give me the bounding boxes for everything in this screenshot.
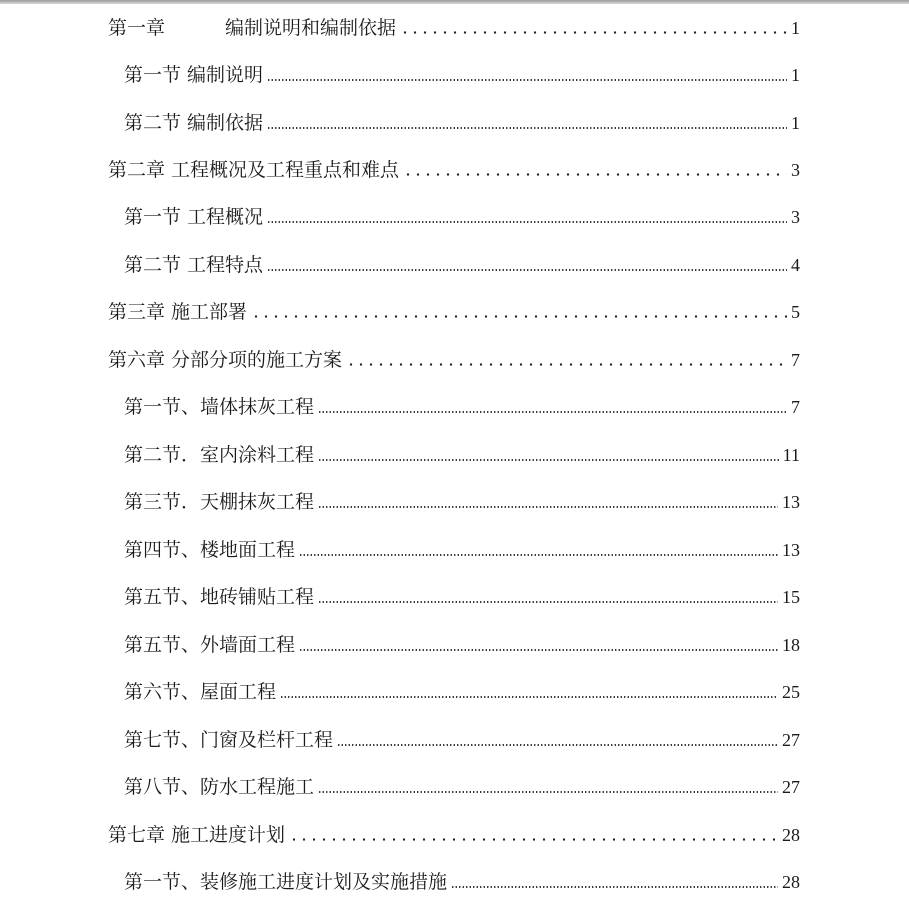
toc-page-number: 27 xyxy=(782,730,800,750)
toc-page-number: 25 xyxy=(782,682,800,702)
toc-entry-chapter[interactable] xyxy=(108,298,800,326)
toc-page-number: 18 xyxy=(782,635,800,655)
toc-entry-section[interactable] xyxy=(124,868,800,896)
toc-leader xyxy=(403,173,787,176)
toc-entry-section[interactable] xyxy=(124,488,800,516)
toc-entry-section[interactable] xyxy=(124,726,800,754)
toc-entry-label: 第一节、装修施工进度计划及实施措施 xyxy=(124,871,448,893)
toc-page-number: 28 xyxy=(782,872,800,892)
toc-page-number: 1 xyxy=(791,113,800,133)
toc-page-number: 3 xyxy=(791,207,800,227)
toc-page-number: 11 xyxy=(782,445,800,465)
toc-leader xyxy=(267,127,787,129)
toc-entry-label: 第二节 工程特点 xyxy=(124,254,264,276)
toc-entry-section[interactable] xyxy=(124,251,800,279)
toc-entry-label: 第二节 编制依据 xyxy=(124,112,264,134)
toc-entry-chapter[interactable] xyxy=(108,346,800,374)
toc-entry-label: 第一节 工程概况 xyxy=(124,206,264,228)
toc-entry-label: 第三节．天棚抹灰工程 xyxy=(124,491,315,513)
toc-leader xyxy=(318,506,778,508)
toc-entry-label: 第一节、墙体抹灰工程 xyxy=(124,396,315,418)
toc-leader xyxy=(400,31,787,34)
toc-entry-section[interactable] xyxy=(124,678,800,706)
toc-leader xyxy=(318,459,779,461)
toc-page-number: 15 xyxy=(782,587,800,607)
toc-leader xyxy=(318,791,778,793)
toc-entry-section[interactable] xyxy=(124,393,800,421)
toc-leader xyxy=(280,696,778,698)
toc-leader xyxy=(267,79,787,81)
toc-entry-title: 编制说明和编制依据 xyxy=(225,17,397,39)
toc-leader xyxy=(318,601,778,603)
toc-page-number: 27 xyxy=(782,777,800,797)
toc-entry-section[interactable] xyxy=(124,583,800,611)
toc-entry-label: 第六章 分部分项的施工方案 xyxy=(108,349,343,371)
toc-leader xyxy=(337,744,778,746)
toc-entry-label: 第七章 施工进度计划 xyxy=(108,824,286,846)
toc-leader xyxy=(299,649,778,651)
toc-entry-section[interactable] xyxy=(124,109,800,137)
toc-entry-section[interactable] xyxy=(124,61,800,89)
toc-leader xyxy=(267,221,787,223)
toc-page-number: 7 xyxy=(791,397,800,417)
toc-entry-chapter[interactable] xyxy=(108,821,800,849)
toc-entry-label: 第五节、外墙面工程 xyxy=(124,634,296,656)
toc-leader xyxy=(346,363,787,366)
toc-page-number: 13 xyxy=(782,540,800,560)
toc-page-number: 3 xyxy=(791,160,800,180)
toc-page-number: 28 xyxy=(782,825,800,845)
toc-leader xyxy=(299,554,778,556)
toc-page-number: 7 xyxy=(791,350,800,370)
toc-entry-label: 第四节、楼地面工程 xyxy=(124,539,296,561)
toc-page-number: 1 xyxy=(791,18,800,38)
toc-entry-label: 第一节 编制说明 xyxy=(124,64,264,86)
toc-page-number: 5 xyxy=(791,302,800,322)
toc-entry-chapter-1[interactable] xyxy=(108,14,800,42)
toc-leader xyxy=(318,411,787,413)
toc-entry-label: 第一章 xyxy=(108,17,166,39)
toc-entry-chapter[interactable] xyxy=(108,156,800,184)
toc-entry-section[interactable] xyxy=(124,773,800,801)
toc-entry-label: 第七节、门窗及栏杆工程 xyxy=(124,729,334,751)
toc-entry-label: 第八节、防水工程施工 xyxy=(124,776,315,798)
toc-leader xyxy=(289,838,778,841)
toc-entry-section[interactable] xyxy=(124,631,800,659)
toc-page-number: 4 xyxy=(791,255,800,275)
toc-entry-section[interactable] xyxy=(124,441,800,469)
toc-entry-label: 第二章 工程概况及工程重点和难点 xyxy=(108,159,400,181)
toc-entry-section[interactable] xyxy=(124,203,800,231)
toc-page-number: 1 xyxy=(791,65,800,85)
toc-leader xyxy=(267,269,787,271)
toc-leader xyxy=(251,315,787,318)
toc-entry-section[interactable] xyxy=(124,536,800,564)
toc-entry-label: 第三章 施工部署 xyxy=(108,301,248,323)
toc-page-number: 13 xyxy=(782,492,800,512)
toc-leader xyxy=(451,886,778,888)
toc-entry-label: 第五节、地砖铺贴工程 xyxy=(124,586,315,608)
toc-entry-label: 第二节．室内涂料工程 xyxy=(124,444,315,466)
toc-entry-label: 第六节、屋面工程 xyxy=(124,681,277,703)
top-border xyxy=(0,0,909,4)
